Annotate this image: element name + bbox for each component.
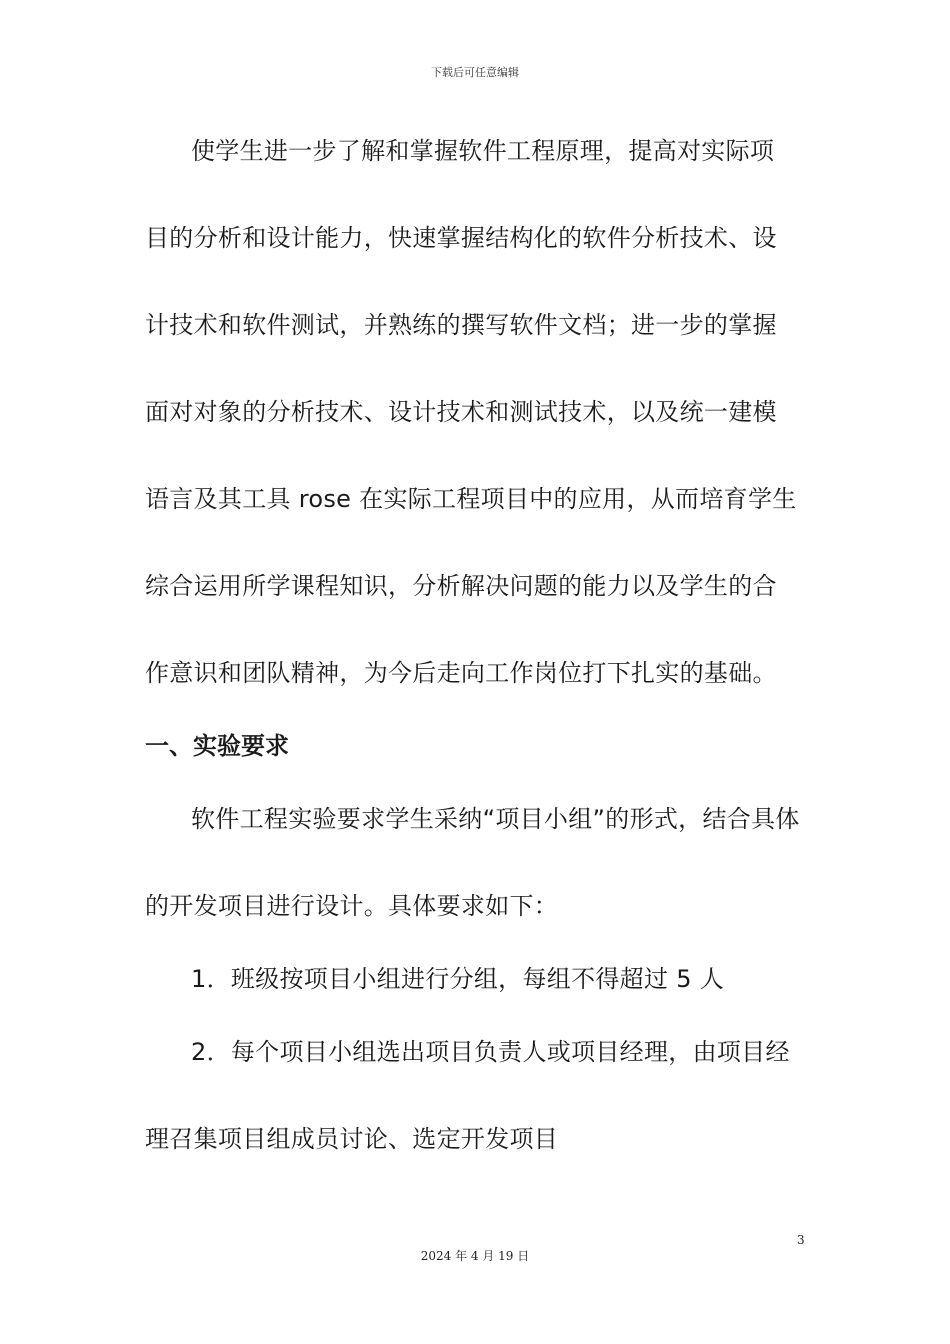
paragraph-line: 使学生进一步了解和掌握软件工程原理，提高对实际项 (191, 137, 775, 165)
page-number: 3 (797, 1233, 805, 1247)
paragraph-line: 的开发项目进行设计。具体要求如下： (145, 892, 559, 920)
list-item-continuation: 理召集项目组成员讨论、选定开发项目 (145, 1125, 559, 1153)
paragraph-line: 目的分析和设计能力，快速掌握结构化的软件分析技术、设 (145, 224, 777, 252)
paragraph-line: 软件工程实验要求学生采纳“项目小组”的形式，结合具体 (191, 805, 800, 833)
page-footer-date: 2024 年 4 月 19 日 (420, 1249, 530, 1263)
paragraph-line: 面对对象的分析技术、设计技术和测试技术，以及统一建模 (145, 398, 777, 426)
paragraph-line: 语言及其工具 rose 在实际工程项目中的应用，从而培育学生 (145, 485, 797, 513)
list-item: 1．班级按项目小组进行分组，每组不得超过 5 人 (191, 965, 724, 993)
paragraph-line: 计技术和软件测试，并熟练的撰写软件文档；进一步的掌握 (145, 311, 777, 339)
list-item: 2．每个项目小组选出项目负责人或项目经理，由项目经 (191, 1038, 790, 1066)
paragraph-line: 作意识和团队精神，为今后走向工作岗位打下扎实的基础。 (145, 659, 777, 687)
section-heading: 一、实验要求 (145, 732, 289, 760)
page-header: 下载后可任意编辑 (431, 66, 519, 79)
paragraph-line: 综合运用所学课程知识，分析解决问题的能力以及学生的合 (145, 572, 777, 600)
